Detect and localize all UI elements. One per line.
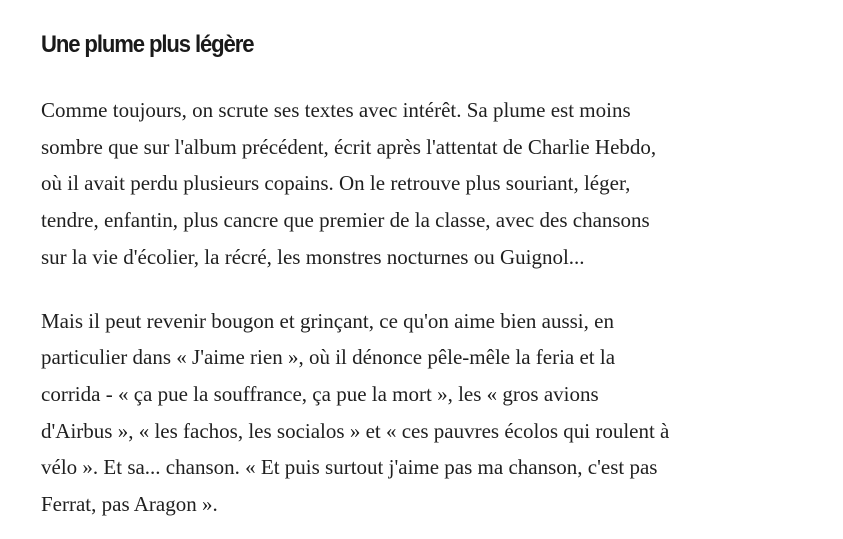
paragraph-line: Comme toujours, on scrute ses textes avec intérêt. Sa plume est moins: [41, 98, 631, 122]
paragraph-line: corrida - « ça pue la souffrance, ça pue la mort », les « gros avions: [41, 381, 599, 406]
paragraph-line: particulier dans « J'aime rien », où il dénonce pêle-mêle la feria et la: [41, 345, 616, 370]
paragraph-line: Ferrat, pas Aragon ».: [41, 492, 218, 517]
article-paragraph-2: [41, 303, 831, 523]
section-heading: Une plume plus légère: [41, 31, 254, 58]
paragraph-line: où il avait perdu plusieurs copains. On le retrouve plus souriant, léger,: [41, 171, 631, 196]
article-paragraph-1: [41, 92, 831, 276]
article-section: [41, 27, 831, 523]
paragraph-line: vélo ». Et sa... chanson. « Et puis surtout j'aime pas ma chanson, c'est pas: [41, 455, 658, 480]
paragraph-line: sombre que sur l'album précédent, écrit après l'attentat de Charlie Hebdo,: [41, 134, 657, 159]
paragraph-line: Mais il peut revenir bougon et grinçant, ce qu'on aime bien aussi, en: [41, 308, 614, 333]
paragraph-line: d'Airbus », « les fachos, les socialos » et « ces pauvres écolos qui roulent à: [41, 418, 670, 443]
paragraph-line: sur la vie d'écolier, la récré, les monstres nocturnes ou Guignol...: [41, 244, 585, 269]
paragraph-line: tendre, enfantin, plus cancre que premier de la classe, avec des chansons: [41, 208, 650, 233]
